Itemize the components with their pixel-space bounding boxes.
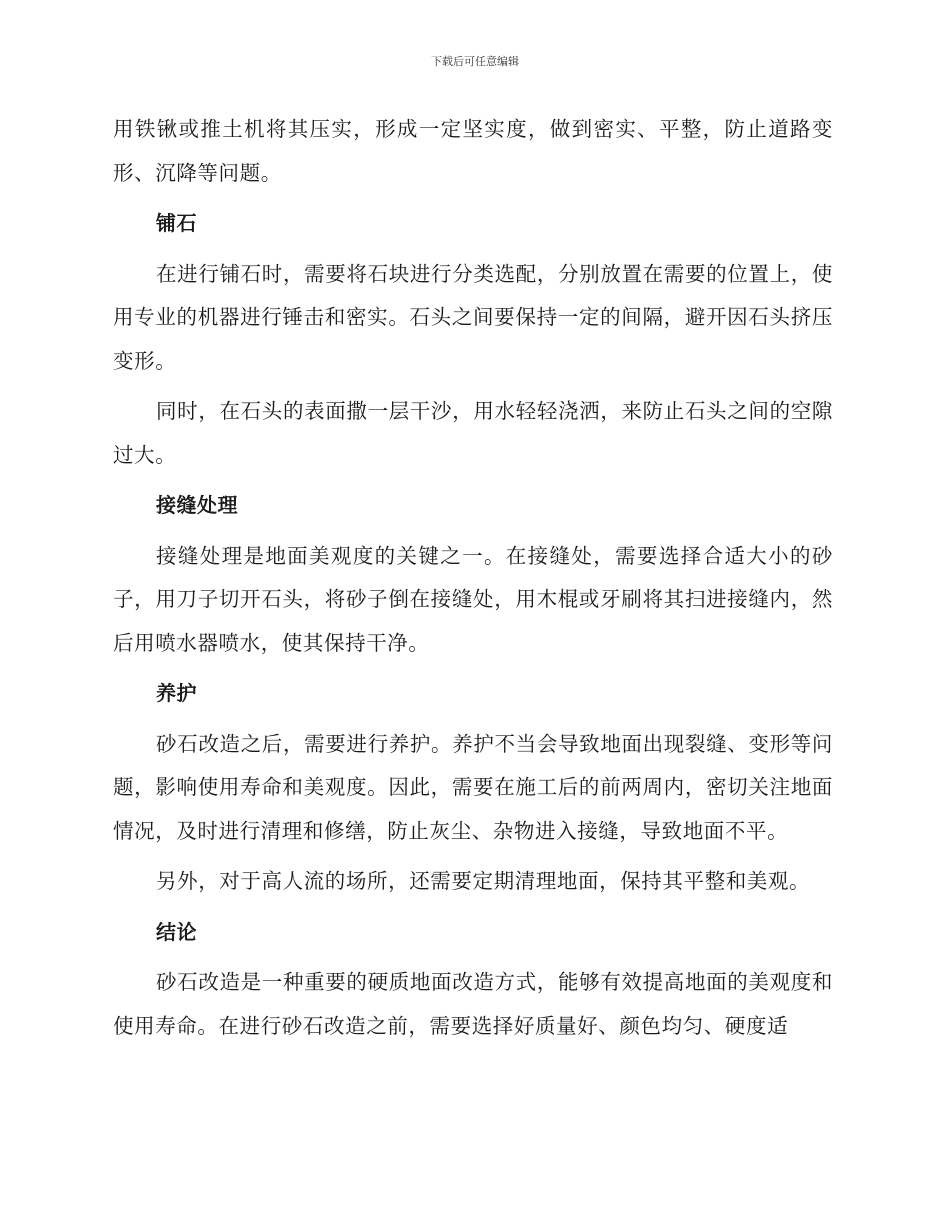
section-heading-maintenance: 养护	[156, 681, 197, 705]
paragraph-compaction: 用铁锹或推土机将其压实，形成一定坚实度，做到密实、平整，防止道路变形、沉降等问题。	[113, 117, 833, 185]
section-heading-paving: 铺石	[156, 211, 197, 235]
paragraph-paving: 在进行铺石时，需要将石块进行分类选配，分别放置在需要的位置上，使用专业的机器进行锤击和密实。石头之间要保持一定的间隔，避开因石头挤压变形。	[113, 261, 833, 373]
paragraph-maintenance: 砂石改造之后，需要进行养护。养护不当会导致地面出现裂缝、变形等问题，影响使用寿命和美观度。因此，需要在施工后的前两周内，密切关注地面情况，及时进行清理和修缮，防止灰尘、杂物进入接缝，导致地面不平。	[113, 731, 833, 843]
paragraph-conclusion: 砂石改造是一种重要的硬质地面改造方式，能够有效提高地面的美观度和使用寿命。在进行砂石改造之前，需要选择好质量好、颜色均匀、硬度适	[113, 970, 833, 1038]
paragraph-joint-treatment: 接缝处理是地面美观度的关键之一。在接缝处，需要选择合适大小的砂子，用刀子切开石头，将砂子倒在接缝处，用木棍或牙刷将其扫进接缝内，然后用喷水器喷水，使其保持干净。	[113, 543, 833, 655]
document-body	[113, 108, 833, 1048]
paragraph-cleaning: 另外，对于高人流的场所，还需要定期清理地面，保持其平整和美观。	[156, 869, 811, 893]
section-heading-conclusion: 结论	[156, 919, 197, 944]
section-heading-joint-treatment: 接缝处理	[156, 493, 238, 517]
paragraph-sanding: 同时，在石头的表面撒一层干沙，用水轻轻浇洒，来防止石头之间的空隙过大。	[113, 399, 833, 467]
page-header: 下载后可任意编辑	[431, 55, 519, 68]
